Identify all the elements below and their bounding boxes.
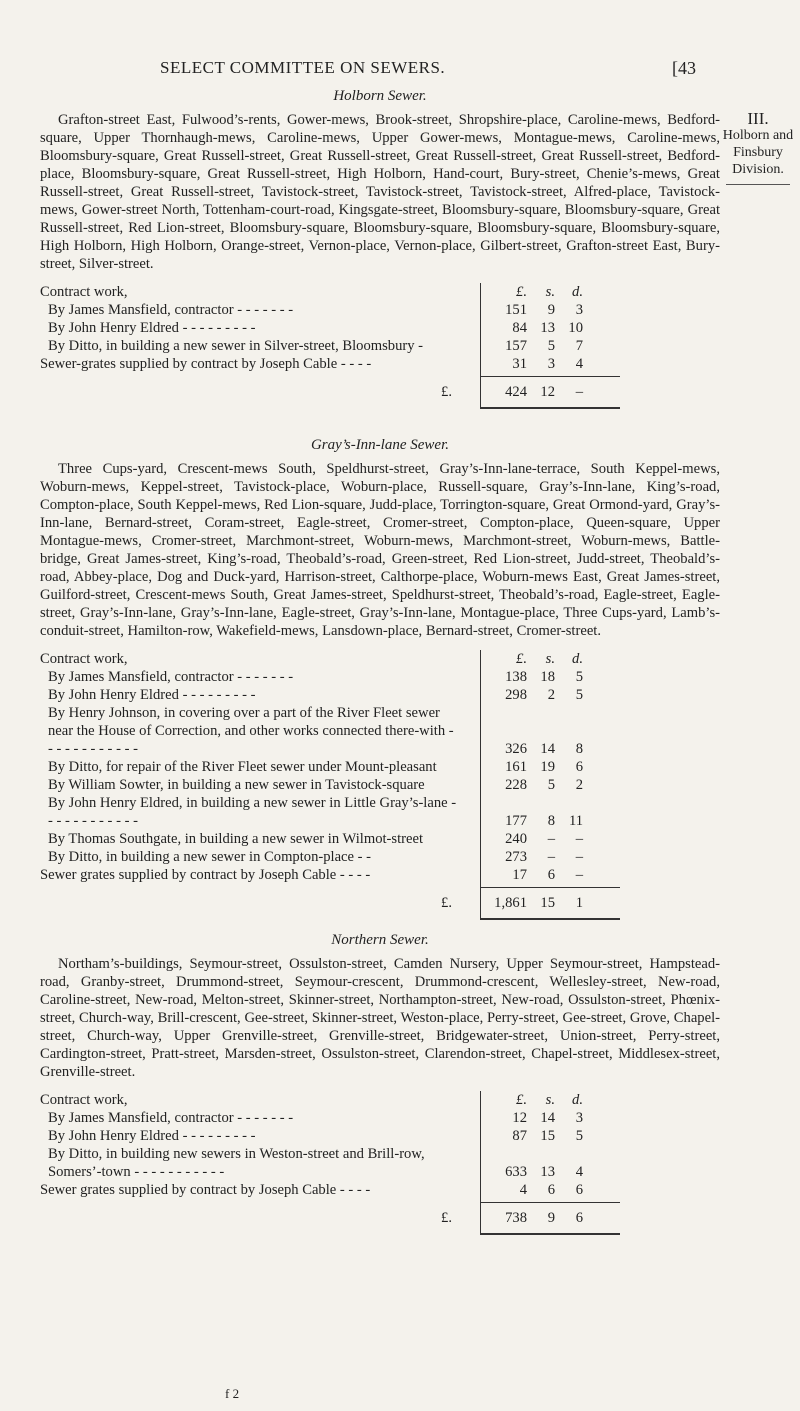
- amount-pounds: 228: [505, 777, 527, 793]
- contract-row: [40, 758, 720, 776]
- amount-pounds: 240: [505, 831, 527, 847]
- amount-pounds: 157: [505, 338, 527, 354]
- amount-pence: 5: [575, 669, 583, 685]
- total-shillings: 9: [547, 1210, 555, 1226]
- amount-pounds: 151: [505, 302, 527, 318]
- contract-description: By Ditto, in building a new sewer in Silver-street, Bloomsbury -: [48, 338, 424, 354]
- closing-rule: [480, 407, 620, 409]
- total-shillings: 15: [540, 895, 555, 911]
- contract-row: [40, 1145, 720, 1181]
- column-rule: [480, 1091, 481, 1233]
- shillings-header: s.: [545, 284, 555, 300]
- contract-row: [40, 337, 720, 355]
- contract-row: [40, 1109, 720, 1127]
- column-rule: [480, 650, 481, 918]
- contract-row: [40, 355, 720, 373]
- amount-shillings: 14: [540, 741, 555, 757]
- amount-pounds: 326: [505, 741, 527, 757]
- contract-table: [40, 283, 720, 401]
- contract-description: By Ditto, in building new sewers in Weston-street and Brill-row, Somers’-town - - - - - - - - - - -: [48, 1146, 425, 1180]
- amount-shillings: –: [547, 849, 555, 865]
- contract-row: [40, 704, 720, 758]
- pence-header: d.: [572, 1092, 583, 1108]
- section-title: Gray’s-Inn-lane Sewer.: [310, 437, 450, 453]
- page-number: [43: [672, 58, 696, 78]
- total-amount: [485, 1209, 615, 1227]
- currency-header: [485, 1091, 615, 1109]
- total-row: [40, 894, 720, 912]
- amount-shillings: 14: [540, 1110, 555, 1126]
- amount-shillings: 13: [540, 1164, 555, 1180]
- contract-label: Contract work,: [40, 1092, 128, 1108]
- pence-header: d.: [572, 284, 583, 300]
- contract-row: [40, 794, 720, 830]
- section-title: Holborn Sewer.: [333, 88, 427, 104]
- closing-rule: [480, 918, 620, 920]
- section: [40, 932, 720, 1227]
- contract-description: Sewer grates supplied by contract by Joseph Cable - - - -: [40, 867, 371, 883]
- contract-header: [40, 1091, 720, 1109]
- amount-pence: –: [575, 849, 583, 865]
- pounds-header: £.: [516, 651, 527, 667]
- amount-shillings: 15: [540, 1128, 555, 1144]
- amount: [485, 1127, 615, 1145]
- amount-pounds: 177: [505, 813, 527, 829]
- amount-pounds: 17: [512, 867, 527, 883]
- total-pence: 1: [575, 895, 583, 911]
- contract-description: By James Mansfield, contractor - - - - - - -: [48, 302, 294, 318]
- shillings-header: s.: [545, 651, 555, 667]
- amount-pence: 3: [575, 1110, 583, 1126]
- total-pounds: 424: [505, 384, 527, 400]
- page-header: [0, 58, 800, 88]
- pounds-header: £.: [516, 1092, 527, 1108]
- amount: [485, 830, 615, 848]
- amount: [485, 776, 615, 794]
- amount-pence: –: [575, 831, 583, 847]
- amount: [485, 301, 615, 319]
- total-label: £.: [441, 895, 452, 911]
- contract-label: Contract work,: [40, 651, 128, 667]
- contract-description: By William Sowter, in building a new sewer in Tavistock-square: [48, 777, 425, 793]
- amount-shillings: 18: [540, 669, 555, 685]
- contract-row: [40, 1181, 720, 1199]
- total-rule: [480, 1202, 620, 1203]
- street-list: Grafton-street East, Fulwood’s-rents, Gower-mews, Brook-street, Shropshire-place, Caroline-mews, Bedford-square, Upper Thornhaugh-mews, Caroline-mews, Upper Gower-mews, Montague-mews, Caroline-mews, Bloomsbury-square, Great Russell-street, Great Russell-street, Great Russell-street, Great Russell-street, Bedford-place, Bloomsbury-square, Great Russell-street, High Holborn, Hand-court, Bury-street, Chenie’s-mews, Great Russell-street, Great Russell-street, Tavistock-street, Tavistock-street, Tavistock-street, Alfred-place, Tavistock-mews, Gower-street North, Tottenham-court-road, Kingsgate-street, Bloomsbury-square, Bloomsbury-square, Great Russell-street, Red Lion-street, Bloomsbury-square, Bloomsbury-square, Bloomsbury-square, Bloomsbury-square, High Holborn, High Holborn, Orange-street, Vernon-place, Vernon-place, Gilbert-street, Grafton-street East, Bury-street, Silver-street.: [40, 112, 720, 272]
- amount-pence: 8: [575, 741, 583, 757]
- contract-table: [40, 650, 720, 912]
- contract-row: [40, 668, 720, 686]
- amount: [485, 337, 615, 355]
- amount-shillings: –: [547, 831, 555, 847]
- total-rule: [480, 887, 620, 888]
- pounds-header: £.: [516, 284, 527, 300]
- amount-pounds: 12: [512, 1110, 527, 1126]
- amount: [485, 355, 615, 373]
- division-name-line1: Holborn and: [722, 128, 794, 143]
- amount: [485, 740, 615, 758]
- total-amount: [485, 383, 615, 401]
- amount-shillings: 2: [547, 687, 555, 703]
- contract-description: Sewer-grates supplied by contract by Joseph Cable - - - -: [40, 356, 372, 372]
- currency-header: [485, 283, 615, 301]
- contract-description: By Ditto, for repair of the River Fleet sewer under Mount-pleasant: [48, 759, 437, 775]
- contract-row: [40, 866, 720, 884]
- total-shillings: 12: [540, 384, 555, 400]
- amount: [485, 848, 615, 866]
- contract-description: By John Henry Eldred, in building a new sewer in Little Gray’s-lane - - - - - - - - - - - -: [48, 795, 457, 829]
- closing-rule: [480, 1233, 620, 1235]
- total-pounds: 738: [505, 1210, 527, 1226]
- signature-mark: f 2: [225, 1386, 240, 1401]
- contract-description: By James Mansfield, contractor - - - - - - -: [48, 1110, 294, 1126]
- total-row: [40, 1209, 720, 1227]
- amount-pence: 4: [575, 1164, 583, 1180]
- contract-row: [40, 848, 720, 866]
- amount-pounds: 273: [505, 849, 527, 865]
- amount: [485, 758, 615, 776]
- amount-shillings: 5: [547, 777, 555, 793]
- amount: [485, 812, 615, 830]
- amount-shillings: 19: [540, 759, 555, 775]
- contract-description: By John Henry Eldred - - - - - - - - -: [48, 687, 256, 703]
- margin-note: [716, 110, 800, 185]
- contract-row: [40, 830, 720, 848]
- contract-row: [40, 301, 720, 319]
- amount-pounds: 84: [512, 320, 527, 336]
- amount-pence: 2: [575, 777, 583, 793]
- amount-pence: 5: [575, 687, 583, 703]
- section: [40, 88, 720, 401]
- total-pounds: 1,861: [494, 895, 527, 911]
- amount-shillings: 5: [547, 338, 555, 354]
- amount-pounds: 161: [505, 759, 527, 775]
- total-row: [40, 383, 720, 401]
- amount: [485, 668, 615, 686]
- column-rule: [480, 283, 481, 407]
- amount-pence: 11: [568, 813, 583, 829]
- contract-label: Contract work,: [40, 284, 128, 300]
- total-pence: –: [575, 384, 583, 400]
- contract-header: [40, 650, 720, 668]
- total-pence: 6: [575, 1210, 583, 1226]
- division-number: III.: [747, 109, 769, 128]
- amount-pounds: 31: [512, 356, 527, 372]
- contract-row: [40, 1127, 720, 1145]
- amount-pence: 10: [568, 320, 583, 336]
- total-label: £.: [441, 1210, 452, 1226]
- contract-description: By Thomas Southgate, in building a new sewer in Wilmot-street: [48, 831, 424, 847]
- amount: [485, 1181, 615, 1199]
- amount: [485, 1163, 615, 1181]
- street-list: Three Cups-yard, Crescent-mews South, Speldhurst-street, Gray’s-Inn-lane-terrace, South Keppel-mews, Woburn-mews, Keppel-street, Tavistock-place, Woburn-place, Russell-square, Gray’s-Inn-lane, King’s-road, Compton-place, South Keppel-mews, Red Lion-square, Judd-place, Torrington-square, Great Ormond-yard, Gray’s-Inn-lane, Bernard-street, Coram-street, Eagle-street, Cromer-street, Compton-place, Queen-square, Upper Montague-mews, Cromer-street, Marchmont-street, Woburn-mews, Marchmont-street, Woburn-mews, Battle-bridge, Great James-street, King’s-road, Theobald’s-road, Green-street, Red Lion-street, Judd-street, Theobald’s-road, Abbey-place, Dog and Duck-yard, Harrison-street, Calthorpe-place, Woburn-mews East, Great James-street, Guilford-street, Crescent-mews South, Great James-street, Speldhurst-street, Theobald’s-road, Eagle-street, Eagle-street, Gray’s-Inn-lane, Gray’s-Inn-lane, Eagle-street, Gray’s-Inn-lane, Montague-place, Three Cups-yard, Lamb’s-conduit-street, Hamilton-row, Wakefield-mews, Lansdown-place, Bernard-street, Cromer-street.: [40, 461, 720, 639]
- currency-header: [485, 650, 615, 668]
- amount-pounds: 298: [505, 687, 527, 703]
- amount-pounds: 138: [505, 669, 527, 685]
- contract-table: [40, 1091, 720, 1227]
- amount-shillings: 3: [547, 356, 555, 372]
- amount-pounds: 87: [512, 1128, 527, 1144]
- amount-pence: 6: [575, 1182, 583, 1198]
- running-title: SELECT COMMITTEE ON SEWERS.: [160, 58, 446, 77]
- contract-description: By John Henry Eldred - - - - - - - - -: [48, 320, 256, 336]
- amount: [485, 1109, 615, 1127]
- amount-shillings: 6: [547, 1182, 555, 1198]
- contract-description: Sewer grates supplied by contract by Joseph Cable - - - -: [40, 1182, 371, 1198]
- contract-description: By Ditto, in building a new sewer in Compton-place - -: [48, 849, 372, 865]
- contract-row: [40, 319, 720, 337]
- contract-row: [40, 776, 720, 794]
- amount-pounds: 4: [519, 1182, 527, 1198]
- amount: [485, 319, 615, 337]
- pence-header: d.: [572, 651, 583, 667]
- amount-shillings: 13: [540, 320, 555, 336]
- amount-shillings: 8: [547, 813, 555, 829]
- amount-pounds: 633: [505, 1164, 527, 1180]
- section-title: Northern Sewer.: [331, 932, 429, 948]
- contract-row: [40, 686, 720, 704]
- section: [40, 437, 720, 912]
- amount-shillings: 6: [547, 867, 555, 883]
- amount-pence: 3: [575, 302, 583, 318]
- division-name-line2: Finsbury Division.: [732, 145, 784, 177]
- amount-shillings: 9: [547, 302, 555, 318]
- contract-description: By James Mansfield, contractor - - - - - - -: [48, 669, 294, 685]
- amount: [485, 866, 615, 884]
- amount-pence: 7: [575, 338, 583, 354]
- margin-rule: [726, 184, 790, 185]
- contract-description: By Henry Johnson, in covering over a part of the River Fleet sewer near the House of Correction, and other works connected there-with - - - - - - - - - - - -: [48, 705, 454, 757]
- total-amount: [485, 894, 615, 912]
- shillings-header: s.: [545, 1092, 555, 1108]
- contract-description: By John Henry Eldred - - - - - - - - -: [48, 1128, 256, 1144]
- amount-pence: 6: [575, 759, 583, 775]
- amount-pence: 5: [575, 1128, 583, 1144]
- amount: [485, 686, 615, 704]
- total-rule: [480, 376, 620, 377]
- amount-pence: –: [575, 867, 583, 883]
- street-list: Northam’s-buildings, Seymour-street, Ossulston-street, Camden Nursery, Upper Seymour-street, Hampstead-road, Granby-street, Drummond-street, Seymour-crescent, Drummond-crescent, Wellesley-street, New-road, Caroline-street, New-road, Melton-street, Skinner-street, Northampton-street, New-road, Ossulston-street, Phœnix-street, Church-way, Brill-crescent, Gee-street, Skinner-street, Weston-place, Perry-street, Gee-street, Grove, Chapel-street, Church-way, Upper Grenville-street, Grenville-street, Bridgewater-street, Union-street, Perry-street, Cardington-street, Pratt-street, Marsden-street, Ossulston-street, Clarendon-street, Chapel-street, Middlesex-street, Grenville-street.: [40, 956, 720, 1080]
- amount-pence: 4: [575, 356, 583, 372]
- total-label: £.: [441, 384, 452, 400]
- contract-header: [40, 283, 720, 301]
